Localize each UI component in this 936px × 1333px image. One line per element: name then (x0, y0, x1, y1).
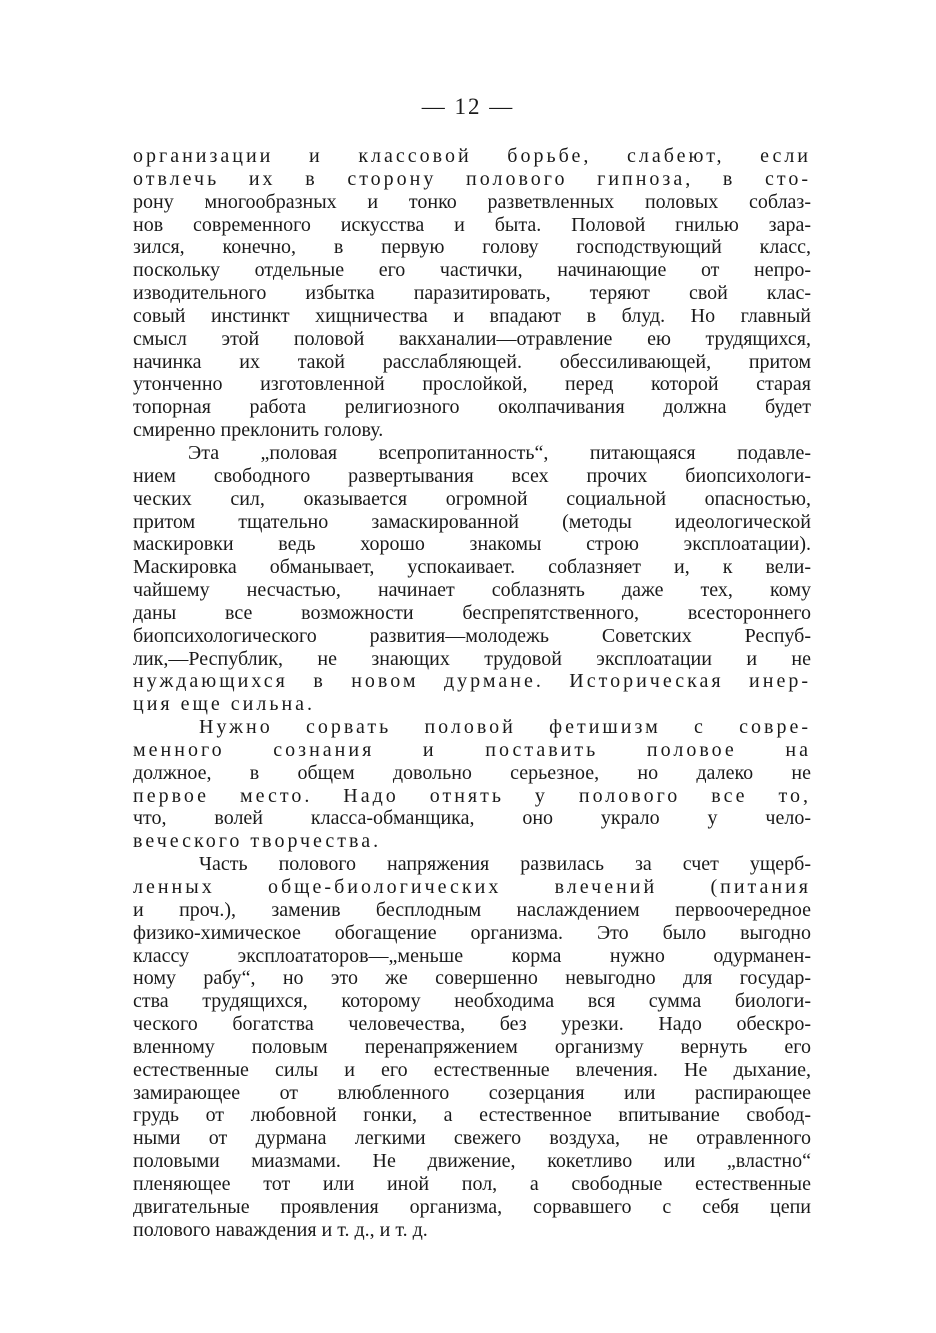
paragraph (133, 145, 811, 442)
text-line: отвлечь их в сторону полового гипноза, в сто- (133, 167, 811, 190)
text-line: ция еще сильна. (133, 693, 316, 716)
text-line: первое место. Надо отнять у полового все то, (133, 784, 811, 807)
text-line: маскировки ведь хорошо знакомы строю эксплоатации). (133, 533, 811, 556)
text-line: ческого богатства человечества, без урезки. Надо обескро- (133, 1013, 811, 1036)
text-line: должное, в общем довольно серьезное, но далеко не (133, 761, 811, 784)
text-line: что, волей класса-обманщика, оно украло у чело- (133, 807, 811, 830)
text-line: притом тщательно замаскированной (методы идеологической (133, 510, 811, 533)
text-line: даны все возможности беспрепятственного, всестороннего (133, 601, 811, 624)
text-line: совый инстинкт хищничества и впадают в блуд. Но главный (133, 304, 811, 327)
text-line: двигательные проявления организма, сорвавшего с себя цепи (133, 1195, 811, 1218)
text-line: половыми миазмами. Не движение, кокетливо или „властно“ (133, 1150, 811, 1173)
text-line: Эта „половая всепропитанность“, питающаяся подавле- (188, 441, 811, 464)
text-line: чайшему несчастью, начинает соблазнять даже тех, кому (133, 579, 811, 602)
text-line: смиренно преклонить голову. (133, 419, 384, 442)
text-line: начинка их такой расслабляющей. обессиливающей, притом (133, 350, 811, 373)
text-line: биопсихологического развития—молодежь Советских Респуб- (133, 624, 811, 647)
text-line: ному рабу“, но это же совершенно невыгодно для государ- (133, 967, 811, 990)
text-line: смысл этой половой вакханалии—отравление ею трудящихся, (133, 327, 811, 350)
text-line: лик,—Республик, не знающих трудовой эксплоатации и не (133, 647, 811, 670)
text-line: классу эксплоататоров—„меньше корма нужно одурманен- (133, 944, 811, 967)
text-line: веческого творчества. (133, 830, 382, 853)
text-line: Маскировка обманывает, успокаивает. соблазняет и, к вели- (133, 556, 811, 579)
text-line: менного сознания и поставить половое на (133, 738, 811, 761)
text-line: ства трудящихся, которому необходима вся сумма биологи- (133, 990, 811, 1013)
text-line: пленяющее тот или иной пол, а свободные естественные (133, 1172, 811, 1195)
text-line: поскольку отдельные его частички, начинающие от непро- (133, 259, 811, 282)
text-line: естественные силы и его естественные влечения. Не дыхание, (133, 1058, 811, 1081)
text-line: нуждающихся в новом дурмане. Историческая инер- (133, 670, 811, 693)
text-line: утонченно изготовленной прослойкой, перед которой старая (133, 373, 811, 396)
text-line: Часть полового напряжения развилась за счет ущерб- (199, 853, 811, 876)
text-line: изводительного избытка паразитировать, теряют свой клас- (133, 282, 811, 305)
text-line: физико-химическое обогащение организма. Это было выгодно (133, 921, 811, 944)
text-line: и проч.), заменив бесплодным наслаждением первоочередное (133, 898, 811, 921)
text-line: замирающее от влюбленного созерцания или распирающее (133, 1081, 811, 1104)
text-line: рону многообразных и тонко разветвленных половых соблаз- (133, 190, 811, 213)
text-line: ленных обще-биологических влечений (питания (133, 876, 811, 898)
paragraph (133, 853, 811, 1241)
text-line: организации и классовой борьбе, слабеют, если (133, 145, 811, 167)
text-line: грудь от любовной гонки, а естественное впитывание свобод- (133, 1104, 811, 1127)
text-line: Нужно сорвать половой фетишизм с совре- (199, 716, 811, 739)
text-line: ческих сил, оказывается огромной социальной опасностью, (133, 487, 811, 510)
text-line: зился, конечно, в первую голову господствующий класс, (133, 236, 811, 259)
text-line: топорная работа религиозного околпачивания должна будет (133, 396, 811, 419)
text-line: полового наваждения и т. д., и т. д. (133, 1218, 428, 1241)
body-text (133, 145, 811, 1242)
text-line: ными от дурмана легкими свежего воздуха, не отравленного (133, 1127, 811, 1150)
paragraph (133, 716, 811, 853)
text-line: нием свободного развертывания всех прочих биопсихологи- (133, 464, 811, 487)
text-line: нов современного искусства и быта. Половой гнилью зара- (133, 213, 811, 236)
text-line: вленному половым перенапряжением организму вернуть его (133, 1035, 811, 1058)
page-number: — 12 — (421, 94, 515, 119)
paragraph (133, 442, 811, 716)
